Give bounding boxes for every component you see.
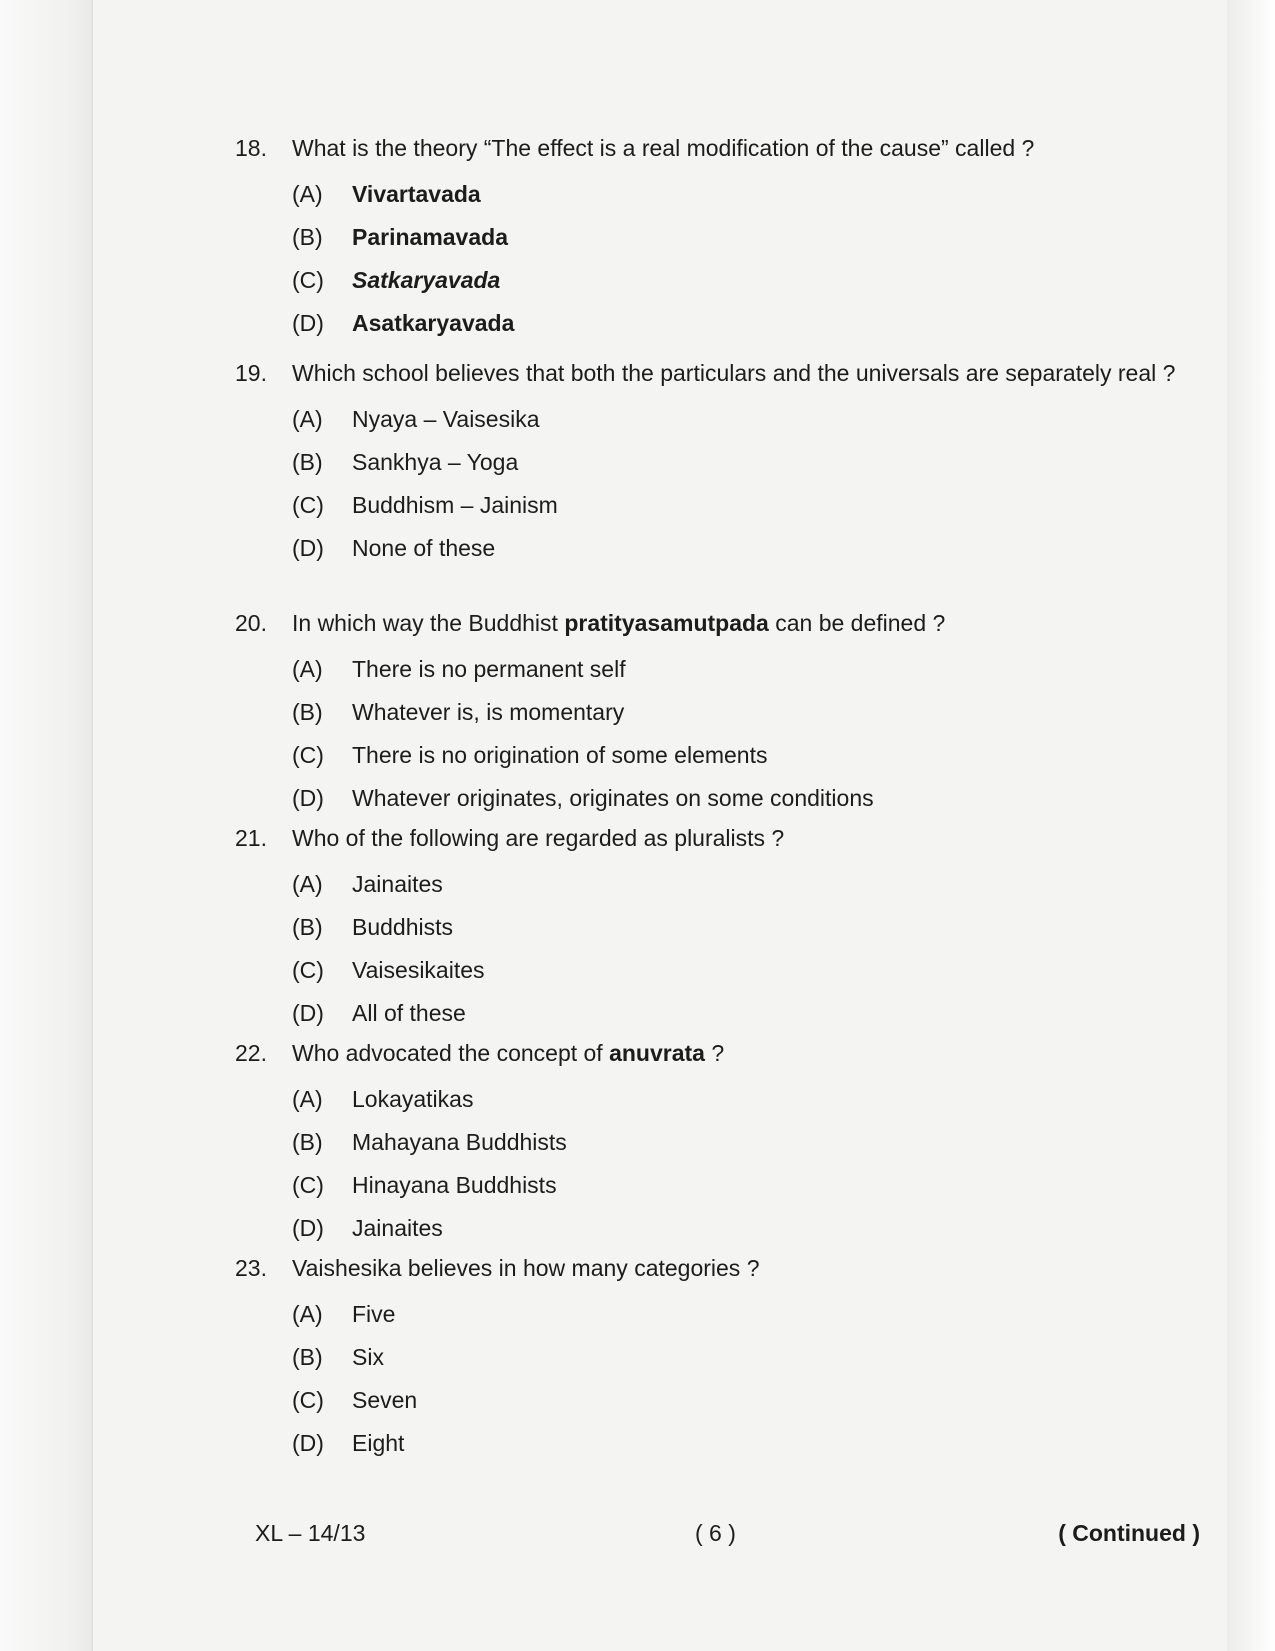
option-text: Buddhists	[352, 913, 454, 940]
paper-code: XL – 14/13	[255, 1520, 366, 1546]
option-a	[292, 172, 1195, 215]
question-22	[235, 1035, 1195, 1249]
question-text: Who of the following are regarded as pluralists ?	[292, 825, 785, 851]
option-text: Mahayana Buddhists	[352, 1128, 567, 1155]
options-list	[235, 172, 1195, 344]
question-text	[292, 1035, 1195, 1071]
option-text: Satkaryavada	[352, 266, 501, 293]
option-text: Whatever originates, originates on some conditions	[352, 784, 874, 811]
option-text: Nyaya – Vaisesika	[352, 405, 540, 432]
option-text: Vivartavada	[352, 180, 481, 207]
question-text: Which school believes that both the particulars and the universals are separately real ?	[292, 360, 1176, 386]
option-c	[292, 1378, 1195, 1421]
option-letter: (A)	[292, 405, 323, 432]
question-keyword: anuvrata	[609, 1040, 705, 1066]
question-18	[235, 130, 1195, 344]
option-letter: (A)	[292, 1085, 323, 1112]
option-letter: (D)	[292, 534, 324, 561]
option-b	[292, 690, 1195, 733]
option-text: Whatever is, is momentary	[352, 698, 625, 725]
option-letter: (A)	[292, 655, 323, 682]
option-d	[292, 1421, 1195, 1464]
question-23	[235, 1250, 1195, 1464]
option-text: Jainaites	[352, 1214, 443, 1241]
option-b	[292, 1335, 1195, 1378]
option-c	[292, 948, 1195, 991]
option-d	[292, 526, 1195, 569]
option-text: Lokayatikas	[352, 1085, 474, 1112]
page-footer	[255, 1520, 1200, 1556]
option-letter: (B)	[292, 1128, 323, 1155]
option-letter: (D)	[292, 1214, 324, 1241]
option-text: Buddhism – Jainism	[352, 491, 558, 518]
option-c	[292, 733, 1195, 776]
option-letter: (C)	[292, 1171, 324, 1198]
option-c	[292, 483, 1195, 526]
option-text: Asatkaryavada	[352, 309, 515, 336]
option-letter: (A)	[292, 870, 323, 897]
option-letter: (D)	[292, 999, 324, 1026]
option-b	[292, 1120, 1195, 1163]
option-text: There is no origination of some elements	[352, 741, 768, 768]
option-letter: (B)	[292, 448, 323, 475]
option-text: Sankhya – Yoga	[352, 448, 519, 475]
option-letter: (C)	[292, 1386, 324, 1413]
option-text: Vaisesikaites	[352, 956, 485, 983]
page-number: ( 6 )	[695, 1520, 736, 1546]
option-text: Jainaites	[352, 870, 443, 897]
option-a	[292, 397, 1195, 440]
question-number: 20.	[235, 610, 267, 636]
question-number: 21.	[235, 825, 267, 851]
question-keyword: pratityasamutpada	[564, 610, 769, 636]
option-c	[292, 1163, 1195, 1206]
question-text-start: In which way the Buddhist	[292, 610, 565, 636]
question-text: What is the theory “The effect is a real modification of the cause” called ?	[292, 135, 1035, 161]
question-text: Vaishesika believes in how many categories ?	[292, 1255, 760, 1281]
option-letter: (C)	[292, 266, 324, 293]
option-text: Five	[352, 1300, 396, 1327]
option-d	[292, 991, 1195, 1034]
option-letter: (B)	[292, 1343, 323, 1370]
question-text-start: Who advocated the concept of	[292, 1040, 610, 1066]
option-text: All of these	[352, 999, 466, 1026]
option-letter: (B)	[292, 698, 323, 725]
option-a	[292, 1292, 1195, 1335]
options-list	[235, 1292, 1195, 1464]
option-letter: (C)	[292, 956, 324, 983]
option-d	[292, 776, 1195, 819]
options-list	[235, 397, 1195, 569]
options-list	[235, 1077, 1195, 1249]
question-text-end: ?	[704, 1040, 725, 1066]
option-letter: (B)	[292, 223, 323, 250]
question-number: 22.	[235, 1040, 267, 1066]
question-text-end: can be defined ?	[768, 610, 946, 636]
option-letter: (A)	[292, 1300, 323, 1327]
question-20	[235, 605, 1195, 819]
question-21	[235, 820, 1195, 1034]
option-d	[292, 301, 1195, 344]
options-list	[235, 647, 1195, 819]
option-letter: (D)	[292, 784, 324, 811]
option-letter: (C)	[292, 491, 324, 518]
option-letter: (C)	[292, 741, 324, 768]
option-text: Six	[352, 1343, 384, 1370]
option-b	[292, 215, 1195, 258]
option-c	[292, 258, 1195, 301]
option-text: Hinayana Buddhists	[352, 1171, 557, 1198]
option-text: None of these	[352, 534, 496, 561]
question-number: 23.	[235, 1255, 267, 1281]
question-19	[235, 355, 1195, 569]
question-number: 19.	[235, 360, 267, 386]
option-a	[292, 647, 1195, 690]
option-letter: (D)	[292, 1429, 324, 1456]
option-text: Parinamavada	[352, 223, 508, 250]
option-b	[292, 440, 1195, 483]
option-letter: (A)	[292, 180, 323, 207]
option-letter: (B)	[292, 913, 323, 940]
option-d	[292, 1206, 1195, 1249]
question-text	[292, 605, 1195, 641]
option-a	[292, 862, 1195, 905]
option-text: Seven	[352, 1386, 418, 1413]
option-text: There is no permanent self	[352, 655, 626, 682]
option-letter: (D)	[292, 309, 324, 336]
question-number: 18.	[235, 135, 267, 161]
option-a	[292, 1077, 1195, 1120]
option-b	[292, 905, 1195, 948]
options-list	[235, 862, 1195, 1034]
option-text: Eight	[352, 1429, 405, 1456]
continued-label: ( Continued )	[1058, 1520, 1200, 1546]
